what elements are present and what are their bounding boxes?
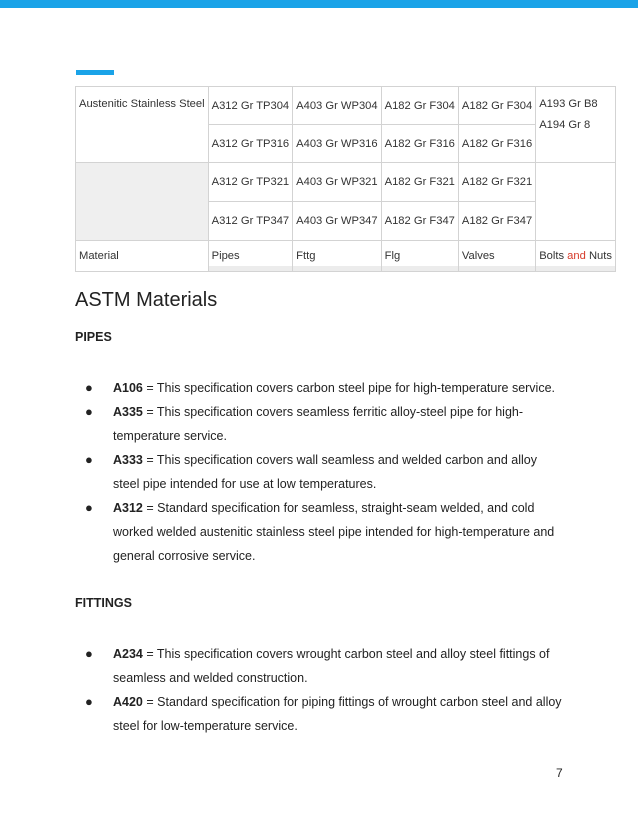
- pipes-list: [75, 376, 565, 568]
- spec-code: A420: [113, 695, 143, 709]
- spec-code: A335: [113, 405, 143, 419]
- table-cell: A182 Gr F321: [458, 163, 535, 202]
- table-cell: A182 Gr F321: [381, 163, 458, 202]
- spec-text: = This specification covers wall seamless and welded carbon and alloy steel pipe intended for use at low temperatures.: [113, 453, 537, 491]
- spec-text: = Standard specification for piping fittings of wrought carbon steel and alloy steel for low-temperature service.: [113, 695, 562, 733]
- and-word: and: [567, 250, 586, 262]
- table-cell: A312 Gr TP316: [208, 125, 293, 163]
- table-cell: A182 Gr F304: [381, 87, 458, 125]
- group-label-cell: Austenitic Stainless Steel: [76, 87, 209, 163]
- spec-text: = This specification covers seamless ferritic alloy-steel pipe for high-temperature service.: [113, 405, 524, 443]
- bolts-cell: [536, 87, 616, 163]
- footer-flanges: Flg: [381, 241, 458, 272]
- table-footer-row: [76, 241, 616, 272]
- bullet-icon: ●: [85, 694, 93, 709]
- nuts-word: Nuts: [588, 250, 612, 262]
- table-cell: A182 Gr F304: [458, 87, 535, 125]
- table-cell: A182 Gr F347: [381, 202, 458, 241]
- footer-bolts: [536, 241, 616, 272]
- spec-code: A234: [113, 647, 143, 661]
- pipes-heading: PIPES: [75, 330, 112, 344]
- section-title: ASTM Materials: [75, 289, 218, 311]
- bullet-icon: ●: [85, 646, 93, 661]
- nut-spec: A194 Gr 8: [539, 119, 591, 131]
- list-item: [75, 496, 565, 568]
- table-cell: A182 Gr F347: [458, 202, 535, 241]
- list-item: [75, 448, 565, 496]
- table-cell: A403 Gr WP316: [293, 125, 381, 163]
- list-item: [75, 690, 565, 738]
- fittings-heading: FITTINGS: [75, 596, 132, 610]
- bullet-icon: ●: [85, 380, 93, 395]
- spec-code: A333: [113, 453, 143, 467]
- spec-code: A106: [113, 381, 143, 395]
- table-cell: A403 Gr WP347: [293, 202, 381, 241]
- footer-valves: Valves: [458, 241, 535, 272]
- bullet-icon: ●: [85, 500, 93, 515]
- footer-label: Material: [76, 241, 209, 272]
- bullet-icon: ●: [85, 452, 93, 467]
- table-cell: A312 Gr TP304: [208, 87, 293, 125]
- bolts-word: Bolts: [539, 250, 565, 262]
- empty-grey-cell: [76, 163, 209, 241]
- spec-code: A312: [113, 501, 143, 515]
- table-row: [76, 87, 616, 125]
- footer-pipes: Pipes: [208, 241, 293, 272]
- table-row: [76, 163, 616, 202]
- table-cell: A403 Gr WP304: [293, 87, 381, 125]
- table-cell: A182 Gr F316: [458, 125, 535, 163]
- spec-text: = Standard specification for seamless, straight-seam welded, and cold worked welded austenitic stainless steel pipe intended for high-temperature and general corrosive service.: [113, 501, 555, 563]
- table-cell: A312 Gr TP321: [208, 163, 293, 202]
- spec-text: = This specification covers wrought carbon steel and alloy steel fittings of seamless and welded construction.: [113, 647, 550, 685]
- fittings-list: [75, 642, 565, 738]
- materials-table: [75, 86, 616, 272]
- section-accent-line: [76, 70, 114, 75]
- list-item: [75, 376, 565, 400]
- bolt-spec: A193 Gr B8: [539, 98, 598, 110]
- page-number: 7: [556, 766, 563, 780]
- footer-fittings: Fttg: [293, 241, 381, 272]
- table-cell: A312 Gr TP347: [208, 202, 293, 241]
- table-cell: A403 Gr WP321: [293, 163, 381, 202]
- spec-text: = This specification covers carbon steel pipe for high-temperature service.: [142, 381, 556, 395]
- list-item: [75, 642, 565, 690]
- empty-cell: [536, 163, 616, 241]
- list-item: [75, 400, 565, 448]
- table-cell: A182 Gr F316: [381, 125, 458, 163]
- bullet-icon: ●: [85, 404, 93, 419]
- top-accent-bar: [0, 0, 638, 8]
